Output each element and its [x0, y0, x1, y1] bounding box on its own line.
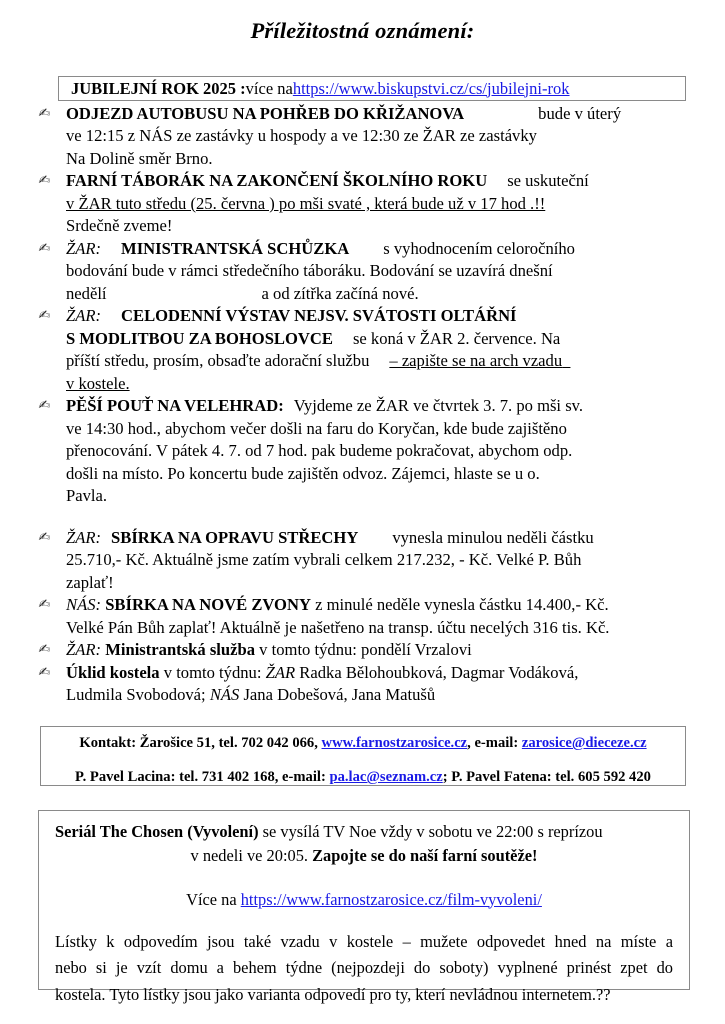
announcement-list [38, 103, 698, 707]
announcement-line: Ludmila Svobodová; [66, 685, 210, 705]
announcement-line: a od zítřka začíná nové. [261, 283, 419, 303]
announcement-line: bodování bude v rámci středečního táboráku. Bodování se uzavírá dnešní [66, 261, 553, 281]
contact-address-text: Kontakt: Žarošice 51, tel. 702 042 066, [79, 735, 322, 751]
pen-bullet-icon: ✍ [38, 172, 51, 188]
announcement-heading: MINISTRANTSKÁ SCHŮZKA [121, 238, 350, 258]
announcement-odjezd-autobusu [38, 103, 698, 170]
contact-box [40, 726, 686, 786]
announcement-location-nas: NÁS [209, 685, 240, 705]
announcement-prefix: ŽAR: [66, 527, 102, 547]
announcement-farni-taborak [38, 170, 698, 237]
announcement-line-underlined: v kostele. [66, 373, 130, 393]
the-chosen-box [38, 810, 690, 1004]
pen-bullet-icon: ✍ [38, 641, 51, 657]
announcement-line: v tomto týdnu: [159, 662, 266, 682]
film-vyvoleni-link[interactable]: https://www.farnostzarosice.cz/film-vyvoleni/ [240, 889, 542, 909]
paragraph-line: Lístky k odpovedím jsou také vzadu v kostele – mužete odpovedet hned na míste a [55, 931, 673, 951]
announcement-heading: Úklid kostela [66, 662, 160, 682]
paragraph-line: kostela. Tyto lístky jsou jako varianta odpovedí pro ty, kterí nevládnou internetem.?? [55, 985, 611, 1004]
the-chosen-line-3 [55, 888, 673, 912]
pen-bullet-icon: ✍ [38, 397, 51, 413]
announcement-body [66, 662, 698, 707]
announcement-ministrantska-sluzba [38, 639, 698, 661]
announcement-heading: FARNÍ TÁBORÁK NA ZAKONČENÍ ŠKOLNÍHO ROKU [66, 171, 488, 191]
announcement-ministrantska-schuzka [38, 238, 698, 305]
pen-bullet-icon: ✍ [38, 239, 51, 255]
announcement-sbirka-zvony [38, 594, 698, 639]
announcement-line: Jana Dobešová, Jana Matušů [239, 685, 436, 705]
announcement-line: bude v úterý [538, 104, 622, 123]
the-chosen-line-1 [55, 820, 673, 844]
announcement-line: se koná v ŽAR 2. července. Na [352, 328, 561, 348]
pen-bullet-icon: ✍ [38, 528, 51, 544]
announcement-heading: Ministrantská služba [105, 640, 256, 660]
announcement-line: z minulé neděle vynesla částku 14.400,- Kč. [315, 595, 609, 615]
announcement-heading: PĚŠÍ POUŤ NA VELEHRAD: [66, 396, 284, 416]
contact-line-2 [51, 769, 675, 785]
paragraph-line: nebo si je vzít domu a behem týdne (nejpozdeji do soboty) vyplnené prinést zpet do [55, 958, 673, 978]
priest-fatena-text: ; P. Pavel Fatena: tel. 605 592 420 [442, 769, 651, 786]
announcement-line: ve 12:15 z NÁS ze zastávky u hospody a ve 12:30 ze ŽAR ze zastávky [66, 126, 537, 146]
parish-website-link[interactable]: www.farnostzarosice.cz [321, 735, 468, 751]
announcement-line: došli na místo. Po koncertu bude zajištěn odvoz. Zájemci, hlaste se u o. [66, 463, 540, 483]
jubilee-year-box [58, 76, 686, 101]
the-chosen-contest-callout: Zapojte se do naší farní soutěže! [312, 846, 538, 866]
announcement-body [66, 170, 698, 237]
announcement-line-underlined: v ŽAR tuto středu (25. června ) po mši svaté , která bude už v 17 hod .!! [66, 193, 546, 213]
announcement-line: příští středu, prosím, obsaďte adorační službu [66, 351, 370, 371]
announcement-sbirka-strecha [38, 527, 698, 594]
announcement-line: Srdečně zveme! [66, 216, 173, 236]
announcement-body [66, 238, 698, 305]
announcement-line: Velké Pán Bůh zaplať! Aktuálně je našetřeno na transp. účtu necelých 316 tis. Kč. [66, 617, 610, 637]
page-title: Příležitostná oznámení: [250, 18, 475, 43]
announcement-line: 25.710,- Kč. Aktuálně jsme zatím vybrali celkem 217.232, - Kč. Velké P. Bůh [66, 550, 582, 570]
announcement-line-underlined: – zapište se na arch vzadu [389, 351, 563, 371]
announcement-line: Vyjdeme ze ŽAR ve čtvrtek 3. 7. po mši sv. [293, 396, 584, 416]
announcement-line: Pavla. [66, 486, 108, 506]
the-chosen-line-2 [55, 844, 673, 868]
priest-lacina-text: P. Pavel Lacina: tel. 731 402 168, e-mail: [75, 769, 330, 786]
the-chosen-broadcast-text: se vysílá TV Noe vždy v sobotu ve 22:00 s reprízou [258, 822, 603, 841]
announcement-prefix: ŽAR: [66, 238, 102, 258]
announcement-body [66, 527, 698, 594]
announcement-heading: SBÍRKA NA NOVÉ ZVONY [105, 595, 311, 615]
announcement-line: Na Dolině směr Brno. [66, 148, 213, 168]
jubilee-link[interactable]: https://www.biskupstvi.cz/cs/jubilejni-rok [292, 78, 570, 98]
contact-email-label: , e-mail: [467, 735, 522, 751]
announcement-pesi-pout [38, 395, 698, 507]
parish-email-link[interactable]: zarosice@dieceze.cz [521, 735, 647, 751]
announcement-location-zar: ŽAR [265, 662, 296, 682]
announcement-line: Radka Bělohoubková, Dagmar Vodáková, [295, 662, 579, 682]
pen-bullet-icon: ✍ [38, 663, 51, 679]
announcement-prefix: ŽAR: [66, 306, 102, 326]
the-chosen-title: Seriál The Chosen (Vyvolení) [55, 822, 259, 841]
announcement-heading-2: S MODLITBOU ZA BOHOSLOVCE [66, 328, 333, 348]
announcement-line: v tomto týdnu: pondělí Vrzalovi [255, 640, 472, 660]
more-info-label: Více na [186, 889, 241, 909]
announcement-uklid-kostela [38, 662, 698, 707]
the-chosen-rerun-text: v nedeli ve 20:05. [190, 846, 313, 866]
announcement-body [66, 395, 698, 507]
announcement-line: ve 14:30 hod., abychom večer došli na faru do Koryčan, kde bude zajištěno [66, 418, 567, 438]
the-chosen-paragraph [55, 929, 673, 1009]
announcement-heading: CELODENNÍ VÝSTAV NEJSV. SVÁTOSTI OLTÁŘNÍ [121, 306, 517, 326]
announcement-prefix: NÁS: [66, 595, 102, 615]
jubilee-label: JUBILEJNÍ ROK 2025 : [71, 78, 246, 98]
announcement-line: se uskuteční [507, 171, 589, 191]
announcement-line: přenocování. V pátek 4. 7. od 7 hod. pak budeme pokračovat, abychom odp. [66, 441, 573, 461]
pen-bullet-icon: ✍ [38, 307, 51, 323]
announcement-body [66, 305, 698, 395]
announcement-heading: SBÍRKA NA OPRAVU STŘECHY [111, 527, 359, 547]
pen-bullet-icon: ✍ [38, 596, 51, 612]
jubilee-more-text: více na [245, 78, 293, 98]
announcement-line: s vyhodnocením celoročního [383, 238, 575, 258]
announcement-body [66, 103, 698, 170]
announcement-line: vynesla minulou neděli částku [392, 527, 594, 547]
priest-lacina-email-link[interactable]: pa.lac@seznam.cz [329, 769, 443, 786]
announcement-line: zaplať! [66, 572, 114, 592]
announcement-heading: ODJEZD AUTOBUSU NA POHŘEB DO KŘIŽANOVA [66, 104, 465, 123]
announcement-line: nedělí [66, 283, 107, 303]
pen-bullet-icon: ✍ [38, 105, 51, 120]
announcement-body [66, 594, 698, 639]
announcement-celodenni-vystav [38, 305, 698, 395]
announcement-prefix: ŽAR: [66, 640, 102, 660]
announcement-body [66, 639, 698, 661]
contact-line-1 [51, 735, 675, 751]
